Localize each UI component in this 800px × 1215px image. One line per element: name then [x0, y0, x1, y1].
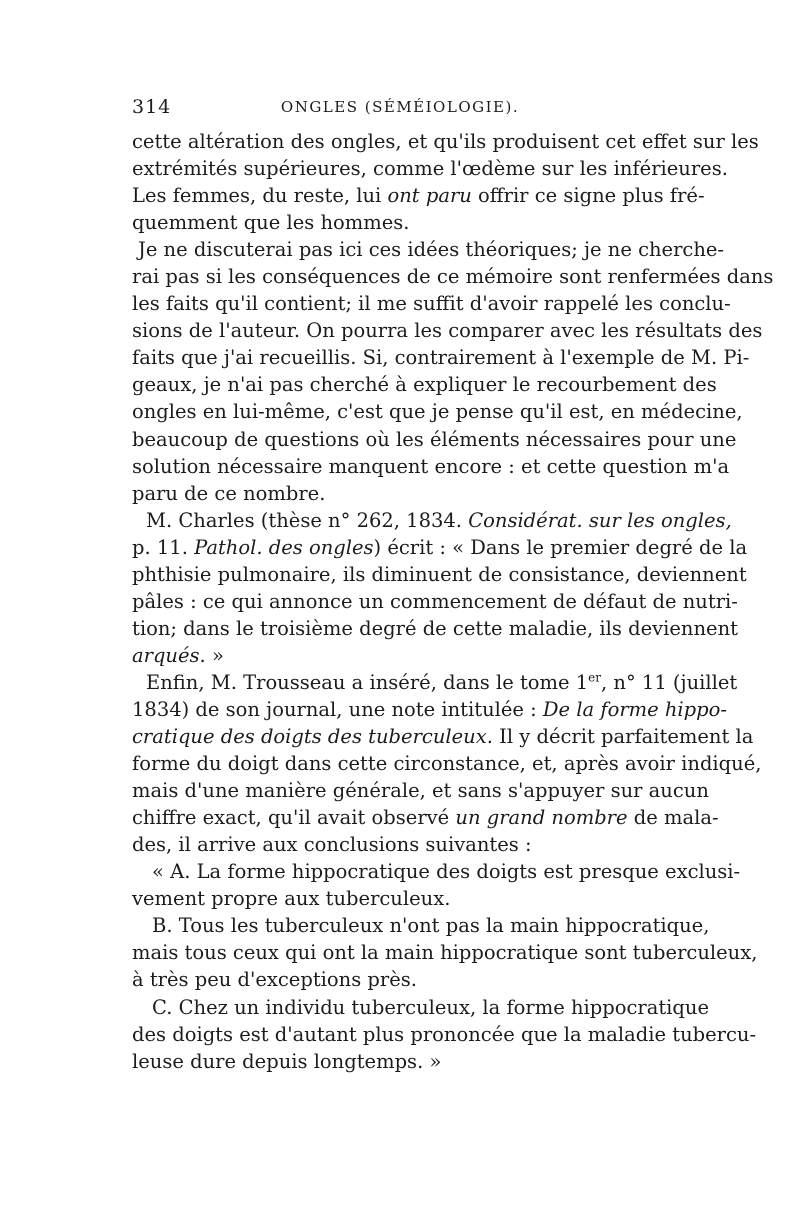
text-line — [132, 155, 728, 182]
text-segment: pâles : ce qui annonce un commencement de défaut de nutri- — [132, 589, 738, 613]
text-segment: à très peu d'exceptions près. — [132, 968, 417, 992]
text-line — [132, 209, 668, 236]
text-line — [132, 804, 719, 831]
text-segment: C. Chez un individu tuberculeux, la forme hippocratique — [152, 995, 709, 1019]
text-line — [132, 831, 668, 858]
text-segment: M. Charles (thèse n° 262, 1834. — [146, 508, 469, 532]
text-segment: sions de l'auteur. On pourra les comparer avec les résultats des — [132, 319, 763, 343]
text-line — [132, 696, 727, 723]
text-line — [132, 750, 762, 777]
text-segment: beaucoup de questions où les éléments nécessaires pour une — [132, 427, 737, 451]
text-segment: geaux, je n'ai pas cherché à expliquer le recourbement des — [132, 373, 717, 397]
text-line — [132, 994, 709, 1021]
text-line — [132, 263, 774, 290]
text-line — [132, 480, 668, 507]
italic-text: arqués — [132, 643, 200, 667]
text-segment: tion; dans le troisième degré de cette maladie, ils deviennent — [132, 616, 738, 640]
text-line — [132, 236, 725, 263]
text-line — [132, 128, 759, 155]
text-line — [132, 182, 705, 209]
text-segment: 1834) de son journal, une note intitulée : — [132, 697, 543, 721]
text-segment: solution nécessaire manquent encore : et cette question m'a — [132, 454, 730, 478]
text-segment: « A. La forme hippocratique des doigts est presque exclusi- — [152, 860, 741, 884]
superscript: er — [588, 670, 602, 685]
text-segment: . » — [199, 643, 224, 667]
text-segment: Je ne discuterai pas ici ces idées théoriques; je ne cherche- — [138, 238, 725, 262]
text-line — [132, 453, 730, 480]
text-segment: phthisie pulmonaire, ils diminuent de consistance, deviennent — [132, 562, 747, 586]
italic-text: ont paru — [387, 184, 472, 208]
text-line — [132, 1048, 668, 1075]
running-head: ONGLES (SÉMÉIOLOGIE). — [280, 98, 520, 116]
text-segment: mais d'une manière générale, et sans s'appuyer sur aucun — [132, 779, 709, 803]
text-line — [132, 290, 731, 317]
text-segment: des doigts est d'autant plus prononcée que la maladie tubercu- — [132, 1022, 757, 1046]
italic-text: Pathol. des ongles — [194, 535, 374, 559]
text-line — [132, 642, 668, 669]
italic-text: cratique des doigts des tuberculeux. — [132, 725, 493, 749]
text-line — [132, 588, 738, 615]
text-line — [132, 534, 748, 561]
text-line — [132, 1021, 757, 1048]
text-segment: mais tous ceux qui ont la main hippocratique sont tuberculeux, — [132, 941, 758, 965]
text-line — [132, 317, 763, 344]
text-segment: Enfin, M. Trousseau a inséré, dans le tome 1 — [146, 670, 589, 694]
text-segment: chiffre exact, qu'il avait observé — [132, 806, 456, 830]
text-segment: extrémités supérieures, comme l'œdème sur les inférieures. — [132, 157, 728, 181]
italic-text: Considérat. sur les ongles, — [468, 508, 732, 532]
text-line — [132, 912, 710, 939]
page-number: 314 — [132, 96, 172, 118]
text-line — [132, 426, 737, 453]
italic-text: De la forme hippo- — [542, 697, 727, 721]
body-text — [132, 128, 774, 1075]
italic-text: un grand nombre — [455, 806, 628, 830]
text-segment: rai pas si les conséquences de ce mémoire sont renfermées dans — [132, 265, 774, 289]
text-segment: offrir ce signe plus fré- — [471, 184, 705, 208]
text-line — [132, 398, 743, 425]
text-segment: de mala- — [627, 806, 719, 830]
text-segment: ) écrit : « Dans le premier degré de la — [373, 535, 748, 559]
text-segment: ongles en lui-même, c'est que je pense qu'il est, en médecine, — [132, 400, 743, 424]
text-segment: B. Tous les tuberculeux n'ont pas la main hippocratique, — [152, 914, 710, 938]
text-segment: p. 11. — [132, 535, 195, 559]
text-segment: des, il arrive aux conclusions suivantes : — [132, 833, 532, 857]
text-segment: cette altération des ongles, et qu'ils produisent cet effet sur les — [132, 130, 759, 153]
text-segment: Il y décrit parfaitement la — [492, 725, 754, 749]
text-segment: Les femmes, du reste, lui — [132, 184, 388, 208]
text-segment: vement propre aux tuberculeux. — [132, 887, 451, 911]
text-line — [132, 966, 668, 993]
text-line — [132, 777, 709, 804]
text-segment: leuse dure depuis longtemps. » — [132, 1049, 442, 1073]
text-line — [132, 723, 754, 750]
text-line — [132, 858, 741, 885]
text-segment: les faits qu'il contient; il me suffit d'avoir rappelé les conclu- — [132, 292, 731, 316]
text-line — [132, 371, 717, 398]
text-segment: , n° 11 (juillet — [601, 670, 738, 694]
text-line — [132, 615, 738, 642]
text-segment: faits que j'ai recueillis. Si, contrairement à l'exemple de M. Pi- — [132, 346, 750, 370]
text-line — [132, 507, 732, 534]
text-line — [132, 885, 668, 912]
text-line — [132, 561, 747, 588]
text-line — [132, 939, 758, 966]
text-segment: forme du doigt dans cette circonstance, et, après avoir indiqué, — [132, 752, 762, 776]
text-segment: quemment que les hommes. — [132, 211, 410, 235]
text-segment: paru de ce nombre. — [132, 481, 326, 505]
page-header — [132, 96, 668, 126]
text-line — [132, 669, 738, 696]
text-line — [132, 344, 750, 371]
